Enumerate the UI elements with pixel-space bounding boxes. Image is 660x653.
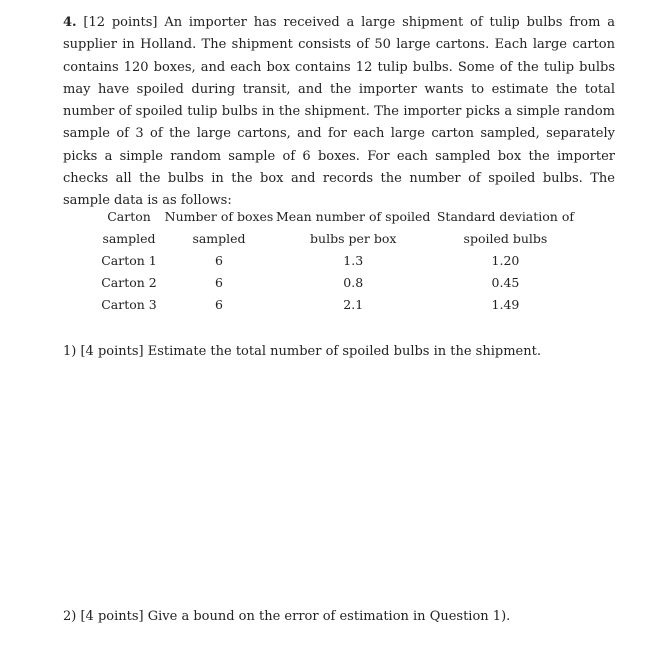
- table-cell: 2.1: [343, 297, 364, 312]
- table-row: [96, 250, 580, 272]
- table-cell: Carton 1: [101, 253, 157, 268]
- header-cell: Number of boxes: [164, 209, 274, 224]
- header-cell: Standard deviation of: [436, 209, 574, 224]
- table-cell: Carton 3: [101, 297, 157, 312]
- problem-statement: [63, 12, 615, 213]
- table-cell: 1.3: [343, 253, 364, 268]
- sample-data-table: [96, 206, 580, 316]
- table-row: [96, 272, 580, 294]
- header-cell: Carton: [107, 209, 151, 224]
- table-cell: 6: [215, 275, 223, 290]
- header-cell: spoiled bulbs: [463, 231, 548, 246]
- table-cell: 1.20: [491, 253, 520, 268]
- table-cell: 0.45: [491, 275, 520, 290]
- table-cell: 0.8: [343, 275, 364, 290]
- table-cell: 6: [215, 253, 223, 268]
- header-cell: sampled: [102, 231, 156, 246]
- table-cell: 6: [215, 297, 223, 312]
- table-cell: Carton 2: [101, 275, 157, 290]
- table-header-row: [96, 228, 580, 250]
- header-cell: bulbs per box: [310, 231, 397, 246]
- table-row: [96, 294, 580, 316]
- question-1: 1) [4 points] Estimate the total number of spoiled bulbs in the shipment.: [63, 344, 541, 359]
- header-cell: Mean number of spoiled: [276, 209, 431, 224]
- table-cell: 1.49: [491, 297, 520, 312]
- header-cell: sampled: [192, 231, 246, 246]
- question-2: 2) [4 points] Give a bound on the error of estimation in Question 1).: [63, 609, 511, 624]
- table-header-row: [96, 206, 580, 228]
- problem-number: 4.: [63, 15, 77, 30]
- problem-text: [12 points] An importer has received a large shipment of tulip bulbs from a supplier in Holland. The shipment consists of 50 large cartons. Each large carton contains 120 boxes, and each box contains 12 tulip bulbs. Some of the tulip bulbs may have spoiled during transit, and the importer wants to estimate the total number of spoiled tulip bulbs in the shipment. The importer picks a simple random sample of 3 of the large cartons, and for each large carton sampled, separately picks a simple random sample of 6 boxes. For each sampled box the importer checks all the bulbs in the box and records the number of spoiled bulbs. The sample data is as follows:: [63, 15, 615, 209]
